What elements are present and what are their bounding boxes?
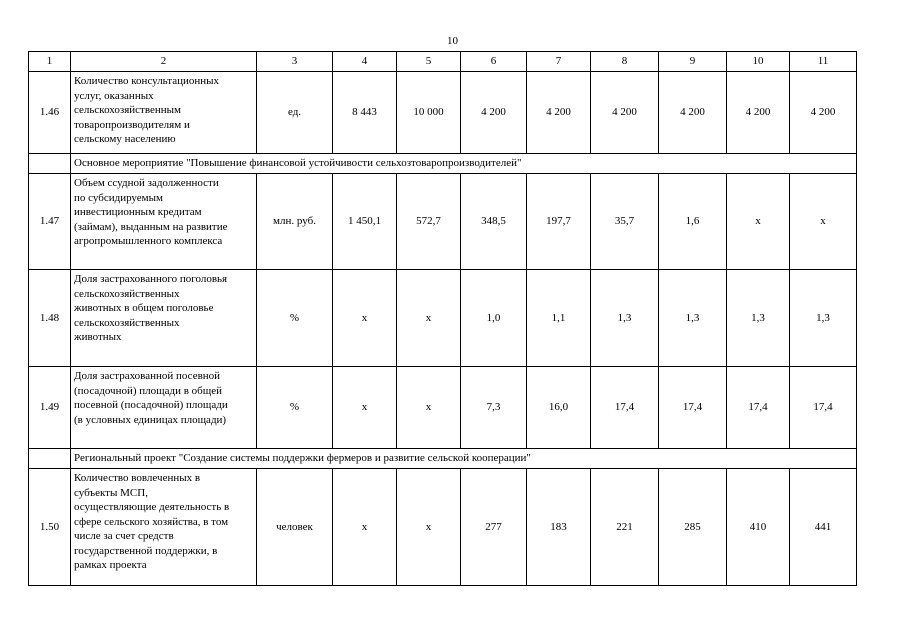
section-row <box>29 449 857 469</box>
row-number: 1.48 <box>29 270 71 367</box>
header-cell: 11 <box>790 52 857 72</box>
value-cell: 4 200 <box>790 72 857 154</box>
table-row <box>29 469 857 586</box>
value-cell: 17,4 <box>659 367 727 449</box>
indicator-name: Объем ссудной задолженности по субсидируемым инвестиционным кредитам (займам), выданным на развитие агропромышленного комплекса <box>71 174 257 270</box>
value-cell: 16,0 <box>527 367 591 449</box>
header-cell: 5 <box>397 52 461 72</box>
header-cell: 2 <box>71 52 257 72</box>
header-cell: 9 <box>659 52 727 72</box>
value-cell: 1,3 <box>659 270 727 367</box>
row-number: 1.49 <box>29 367 71 449</box>
unit-cell: % <box>257 367 333 449</box>
value-cell: 441 <box>790 469 857 586</box>
header-cell: 4 <box>333 52 397 72</box>
value-cell: 1 450,1 <box>333 174 397 270</box>
value-cell: 1,3 <box>790 270 857 367</box>
value-cell: 1,3 <box>727 270 790 367</box>
value-cell: 17,4 <box>727 367 790 449</box>
header-cell: 6 <box>461 52 527 72</box>
value-cell: 4 200 <box>727 72 790 154</box>
value-cell: 183 <box>527 469 591 586</box>
value-cell: 1,6 <box>659 174 727 270</box>
unit-cell: % <box>257 270 333 367</box>
section-empty-cell <box>29 154 71 174</box>
header-cell: 10 <box>727 52 790 72</box>
indicator-name: Доля застрахованной посевной (посадочной) площади в общей посевной (посадочной) площади (в условных единицах площади) <box>71 367 257 449</box>
value-cell: 4 200 <box>591 72 659 154</box>
value-cell: 1,1 <box>527 270 591 367</box>
header-cell: 7 <box>527 52 591 72</box>
value-cell: 8 443 <box>333 72 397 154</box>
value-cell: 4 200 <box>461 72 527 154</box>
value-cell: 1,3 <box>591 270 659 367</box>
value-cell: 572,7 <box>397 174 461 270</box>
indicator-name: Количество консультационных услуг, оказанных сельскохозяйственным товаропроизводителям и сельскому населению <box>71 72 257 154</box>
value-cell: 1,0 <box>461 270 527 367</box>
value-cell: 410 <box>727 469 790 586</box>
value-cell: 285 <box>659 469 727 586</box>
value-cell: 7,3 <box>461 367 527 449</box>
table-row <box>29 174 857 270</box>
unit-cell: человек <box>257 469 333 586</box>
table-row <box>29 72 857 154</box>
table-row <box>29 270 857 367</box>
row-number: 1.46 <box>29 72 71 154</box>
header-row <box>29 52 857 72</box>
section-empty-cell <box>29 449 71 469</box>
header-cell: 8 <box>591 52 659 72</box>
value-cell: 4 200 <box>527 72 591 154</box>
value-cell: х <box>333 270 397 367</box>
header-cell: 3 <box>257 52 333 72</box>
value-cell: х <box>333 469 397 586</box>
value-cell: 221 <box>591 469 659 586</box>
section-title: Основное мероприятие "Повышение финансовой устойчивости сельхозтоваропроизводителей" <box>71 154 857 174</box>
unit-cell: млн. руб. <box>257 174 333 270</box>
value-cell: 277 <box>461 469 527 586</box>
page-number: 10 <box>447 35 458 47</box>
section-row <box>29 154 857 174</box>
value-cell: 17,4 <box>591 367 659 449</box>
indicator-name: Количество вовлеченных в субъекты МСП, осуществляющие деятельность в сфере сельского хозяйства, в том числе за счет средств государственной поддержки, в рамках проекта <box>71 469 257 586</box>
value-cell: х <box>790 174 857 270</box>
value-cell: 197,7 <box>527 174 591 270</box>
value-cell: 4 200 <box>659 72 727 154</box>
table-row <box>29 367 857 449</box>
value-cell: 348,5 <box>461 174 527 270</box>
indicator-name: Доля застрахованного поголовья сельскохозяйственных животных в общем поголовье сельскохозяйственных животных <box>71 270 257 367</box>
value-cell: х <box>397 367 461 449</box>
value-cell: х <box>727 174 790 270</box>
value-cell: 10 000 <box>397 72 461 154</box>
value-cell: 17,4 <box>790 367 857 449</box>
value-cell: х <box>333 367 397 449</box>
header-cell: 1 <box>29 52 71 72</box>
row-number: 1.47 <box>29 174 71 270</box>
row-number: 1.50 <box>29 469 71 586</box>
unit-cell: ед. <box>257 72 333 154</box>
value-cell: х <box>397 270 461 367</box>
section-title: Региональный проект "Создание системы поддержки фермеров и развитие сельской кооперации" <box>71 449 857 469</box>
value-cell: х <box>397 469 461 586</box>
indicators-table <box>28 51 857 586</box>
value-cell: 35,7 <box>591 174 659 270</box>
